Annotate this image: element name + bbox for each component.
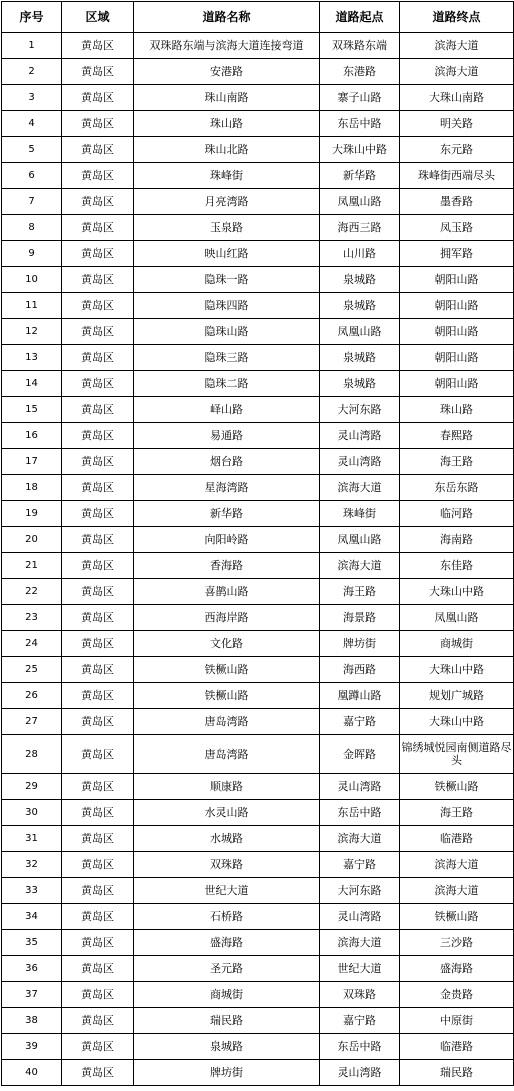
cell-road-name: 珠山南路: [134, 85, 320, 111]
cell-road-name: 牌坊街: [134, 1060, 320, 1086]
cell-index: 2: [2, 59, 62, 85]
cell-district: 黄岛区: [62, 683, 134, 709]
table-row: [2, 956, 514, 982]
cell-road-start: 灵山湾路: [320, 774, 400, 800]
cell-index: 36: [2, 956, 62, 982]
cell-road-name: 隐珠四路: [134, 293, 320, 319]
cell-road-name: 易通路: [134, 423, 320, 449]
cell-road-name: 铁橛山路: [134, 683, 320, 709]
cell-district: 黄岛区: [62, 605, 134, 631]
cell-road-start: 牌坊街: [320, 631, 400, 657]
cell-index: 34: [2, 904, 62, 930]
cell-road-end: 大珠山中路: [400, 579, 514, 605]
cell-district: 黄岛区: [62, 553, 134, 579]
cell-district: 黄岛区: [62, 293, 134, 319]
cell-road-end: 东岳东路: [400, 475, 514, 501]
cell-road-end: 朝阳山路: [400, 293, 514, 319]
cell-district: 黄岛区: [62, 800, 134, 826]
cell-road-start: 海西路: [320, 657, 400, 683]
cell-road-end: 三沙路: [400, 930, 514, 956]
cell-road-name: 顺康路: [134, 774, 320, 800]
cell-district: 黄岛区: [62, 163, 134, 189]
cell-road-end: 临河路: [400, 501, 514, 527]
cell-district: 黄岛区: [62, 826, 134, 852]
cell-district: 黄岛区: [62, 735, 134, 774]
cell-road-name: 峄山路: [134, 397, 320, 423]
cell-district: 黄岛区: [62, 449, 134, 475]
cell-road-name: 珠峰街: [134, 163, 320, 189]
cell-index: 7: [2, 189, 62, 215]
table-row: [2, 878, 514, 904]
cell-road-start: 山川路: [320, 241, 400, 267]
cell-road-name: 烟台路: [134, 449, 320, 475]
cell-district: 黄岛区: [62, 33, 134, 59]
table-row: [2, 527, 514, 553]
cell-index: 39: [2, 1034, 62, 1060]
cell-road-end: 商城街: [400, 631, 514, 657]
cell-district: 黄岛区: [62, 59, 134, 85]
table-row: [2, 163, 514, 189]
table-row: [2, 449, 514, 475]
cell-road-end: 大珠山南路: [400, 85, 514, 111]
table-row: [2, 293, 514, 319]
cell-road-start: 海王路: [320, 579, 400, 605]
table-row: [2, 137, 514, 163]
cell-road-end: 中原街: [400, 1008, 514, 1034]
cell-road-end: 盛海路: [400, 956, 514, 982]
cell-road-end: 朝阳山路: [400, 345, 514, 371]
cell-district: 黄岛区: [62, 982, 134, 1008]
cell-index: 1: [2, 33, 62, 59]
cell-road-end: 临港路: [400, 1034, 514, 1060]
table-row: [2, 111, 514, 137]
cell-district: 黄岛区: [62, 319, 134, 345]
cell-road-end: 大珠山中路: [400, 709, 514, 735]
cell-road-start: 滨海大道: [320, 475, 400, 501]
table-row: [2, 215, 514, 241]
cell-index: 18: [2, 475, 62, 501]
cell-index: 28: [2, 735, 62, 774]
cell-road-end: 珠山路: [400, 397, 514, 423]
cell-road-name: 隐珠山路: [134, 319, 320, 345]
cell-district: 黄岛区: [62, 579, 134, 605]
table-row: [2, 501, 514, 527]
cell-index: 35: [2, 930, 62, 956]
cell-road-end: 海王路: [400, 800, 514, 826]
cell-road-name: 石桥路: [134, 904, 320, 930]
cell-index: 14: [2, 371, 62, 397]
cell-district: 黄岛区: [62, 774, 134, 800]
cell-road-end: 金贵路: [400, 982, 514, 1008]
cell-road-start: 凰蹲山路: [320, 683, 400, 709]
cell-road-start: 泉城路: [320, 345, 400, 371]
table-row: [2, 241, 514, 267]
cell-road-start: 嘉宁路: [320, 709, 400, 735]
cell-road-start: 东岳中路: [320, 1034, 400, 1060]
cell-road-end: 凤凰山路: [400, 605, 514, 631]
cell-index: 21: [2, 553, 62, 579]
table-row: [2, 267, 514, 293]
table-row: [2, 33, 514, 59]
cell-road-end: 铁橛山路: [400, 904, 514, 930]
cell-district: 黄岛区: [62, 423, 134, 449]
cell-road-end: 朝阳山路: [400, 319, 514, 345]
cell-index: 38: [2, 1008, 62, 1034]
cell-index: 17: [2, 449, 62, 475]
cell-road-start: 新华路: [320, 163, 400, 189]
cell-district: 黄岛区: [62, 1060, 134, 1086]
cell-road-start: 灵山湾路: [320, 423, 400, 449]
table-row: [2, 85, 514, 111]
cell-index: 3: [2, 85, 62, 111]
cell-road-end: 海王路: [400, 449, 514, 475]
cell-district: 黄岛区: [62, 241, 134, 267]
cell-district: 黄岛区: [62, 1008, 134, 1034]
cell-road-end: 凤玉路: [400, 215, 514, 241]
cell-road-name: 安港路: [134, 59, 320, 85]
cell-index: 6: [2, 163, 62, 189]
cell-road-start: 大河东路: [320, 397, 400, 423]
cell-road-end: 朝阳山路: [400, 267, 514, 293]
cell-district: 黄岛区: [62, 930, 134, 956]
table-row: [2, 1060, 514, 1086]
cell-district: 黄岛区: [62, 956, 134, 982]
cell-index: 23: [2, 605, 62, 631]
cell-road-start: 滨海大道: [320, 826, 400, 852]
cell-district: 黄岛区: [62, 501, 134, 527]
cell-road-name: 隐珠一路: [134, 267, 320, 293]
cell-road-name: 珠山北路: [134, 137, 320, 163]
cell-road-start: 滨海大道: [320, 553, 400, 579]
cell-road-end: 海南路: [400, 527, 514, 553]
table-row: [2, 579, 514, 605]
cell-index: 16: [2, 423, 62, 449]
cell-road-name: 喜鹊山路: [134, 579, 320, 605]
cell-road-end: 滨海大道: [400, 59, 514, 85]
cell-road-name: 水城路: [134, 826, 320, 852]
cell-road-end: 墨香路: [400, 189, 514, 215]
cell-road-end: 铁橛山路: [400, 774, 514, 800]
cell-index: 15: [2, 397, 62, 423]
cell-index: 24: [2, 631, 62, 657]
cell-district: 黄岛区: [62, 111, 134, 137]
cell-index: 25: [2, 657, 62, 683]
table-row: [2, 59, 514, 85]
cell-road-name: 玉泉路: [134, 215, 320, 241]
cell-road-name: 隐珠三路: [134, 345, 320, 371]
cell-road-start: 灵山湾路: [320, 449, 400, 475]
cell-road-start: 金晖路: [320, 735, 400, 774]
cell-road-name: 圣元路: [134, 956, 320, 982]
cell-district: 黄岛区: [62, 137, 134, 163]
cell-index: 29: [2, 774, 62, 800]
cell-district: 黄岛区: [62, 527, 134, 553]
cell-district: 黄岛区: [62, 1034, 134, 1060]
cell-road-name: 向阳岭路: [134, 527, 320, 553]
cell-road-start: 东岳中路: [320, 800, 400, 826]
table-row: [2, 826, 514, 852]
cell-road-name: 西海岸路: [134, 605, 320, 631]
cell-index: 20: [2, 527, 62, 553]
cell-road-start: 双珠路东端: [320, 33, 400, 59]
table-row: [2, 553, 514, 579]
cell-district: 黄岛区: [62, 215, 134, 241]
header-district: 区域: [62, 2, 134, 33]
cell-district: 黄岛区: [62, 904, 134, 930]
cell-road-start: 双珠路: [320, 982, 400, 1008]
cell-road-name: 星海湾路: [134, 475, 320, 501]
table-row: [2, 657, 514, 683]
cell-district: 黄岛区: [62, 878, 134, 904]
cell-road-name: 盛海路: [134, 930, 320, 956]
cell-index: 8: [2, 215, 62, 241]
cell-road-start: 泉城路: [320, 267, 400, 293]
table-row: [2, 735, 514, 774]
table-row: [2, 631, 514, 657]
header-road-start: 道路起点: [320, 2, 400, 33]
cell-index: 31: [2, 826, 62, 852]
cell-road-end: 东佳路: [400, 553, 514, 579]
cell-road-start: 海景路: [320, 605, 400, 631]
cell-road-start: 泉城路: [320, 293, 400, 319]
cell-district: 黄岛区: [62, 709, 134, 735]
cell-index: 13: [2, 345, 62, 371]
table-row: [2, 397, 514, 423]
cell-district: 黄岛区: [62, 189, 134, 215]
cell-index: 40: [2, 1060, 62, 1086]
header-road-name: 道路名称: [134, 2, 320, 33]
cell-road-start: 寨子山路: [320, 85, 400, 111]
cell-road-name: 商城街: [134, 982, 320, 1008]
cell-index: 4: [2, 111, 62, 137]
cell-road-end: 瑞民路: [400, 1060, 514, 1086]
cell-road-start: 灵山湾路: [320, 904, 400, 930]
cell-road-start: 嘉宁路: [320, 852, 400, 878]
table-row: [2, 1008, 514, 1034]
cell-index: 37: [2, 982, 62, 1008]
cell-road-start: 东岳中路: [320, 111, 400, 137]
cell-index: 27: [2, 709, 62, 735]
cell-road-start: 泉城路: [320, 371, 400, 397]
header-row: [2, 2, 514, 33]
cell-road-start: 嘉宁路: [320, 1008, 400, 1034]
cell-road-name: 泉城路: [134, 1034, 320, 1060]
table-row: [2, 904, 514, 930]
table-row: [2, 189, 514, 215]
table-row: [2, 475, 514, 501]
cell-road-name: 映山红路: [134, 241, 320, 267]
cell-index: 26: [2, 683, 62, 709]
table-row: [2, 774, 514, 800]
table-row: [2, 683, 514, 709]
cell-district: 黄岛区: [62, 345, 134, 371]
cell-road-end: 滨海大道: [400, 852, 514, 878]
cell-road-name: 双珠路: [134, 852, 320, 878]
cell-road-name: 铁橛山路: [134, 657, 320, 683]
cell-index: 10: [2, 267, 62, 293]
cell-district: 黄岛区: [62, 657, 134, 683]
table-row: [2, 319, 514, 345]
cell-road-end: 滨海大道: [400, 878, 514, 904]
cell-road-start: 东港路: [320, 59, 400, 85]
table-row: [2, 709, 514, 735]
cell-road-end: 拥军路: [400, 241, 514, 267]
cell-road-name: 珠山路: [134, 111, 320, 137]
cell-road-name: 月亮湾路: [134, 189, 320, 215]
cell-road-end: 珠峰街西端尽头: [400, 163, 514, 189]
cell-road-name: 文化路: [134, 631, 320, 657]
cell-district: 黄岛区: [62, 85, 134, 111]
cell-road-name: 隐珠二路: [134, 371, 320, 397]
cell-index: 12: [2, 319, 62, 345]
table-row: [2, 800, 514, 826]
cell-road-end: 明关路: [400, 111, 514, 137]
cell-road-name: 唐岛湾路: [134, 709, 320, 735]
table-row: [2, 982, 514, 1008]
cell-index: 33: [2, 878, 62, 904]
table-row: [2, 605, 514, 631]
cell-road-name: 唐岛湾路: [134, 735, 320, 774]
cell-road-start: 凤凰山路: [320, 319, 400, 345]
cell-road-start: 海西三路: [320, 215, 400, 241]
cell-road-end: 朝阳山路: [400, 371, 514, 397]
cell-road-end: 大珠山中路: [400, 657, 514, 683]
cell-road-end: 滨海大道: [400, 33, 514, 59]
cell-district: 黄岛区: [62, 631, 134, 657]
cell-road-name: 世纪大道: [134, 878, 320, 904]
cell-district: 黄岛区: [62, 371, 134, 397]
cell-road-start: 大珠山中路: [320, 137, 400, 163]
cell-district: 黄岛区: [62, 852, 134, 878]
table-row: [2, 345, 514, 371]
cell-district: 黄岛区: [62, 475, 134, 501]
cell-index: 11: [2, 293, 62, 319]
header-road-end: 道路终点: [400, 2, 514, 33]
table-row: [2, 371, 514, 397]
cell-road-end: 春熙路: [400, 423, 514, 449]
cell-index: 22: [2, 579, 62, 605]
cell-road-start: 灵山湾路: [320, 1060, 400, 1086]
cell-road-name: 新华路: [134, 501, 320, 527]
cell-road-end: 锦绣城悦园南侧道路尽头: [400, 735, 514, 774]
cell-road-start: 世纪大道: [320, 956, 400, 982]
table-row: [2, 1034, 514, 1060]
cell-road-start: 滨海大道: [320, 930, 400, 956]
table-row: [2, 423, 514, 449]
table-row: [2, 930, 514, 956]
cell-road-start: 大河东路: [320, 878, 400, 904]
cell-index: 5: [2, 137, 62, 163]
cell-road-name: 水灵山路: [134, 800, 320, 826]
header-index: 序号: [2, 2, 62, 33]
cell-index: 30: [2, 800, 62, 826]
cell-road-start: 凤凰山路: [320, 189, 400, 215]
table-row: [2, 852, 514, 878]
cell-road-name: 瑞民路: [134, 1008, 320, 1034]
cell-index: 32: [2, 852, 62, 878]
cell-index: 19: [2, 501, 62, 527]
cell-road-start: 凤凰山路: [320, 527, 400, 553]
cell-road-end: 规划广城路: [400, 683, 514, 709]
cell-road-name: 香海路: [134, 553, 320, 579]
cell-road-end: 东元路: [400, 137, 514, 163]
cell-index: 9: [2, 241, 62, 267]
cell-road-end: 临港路: [400, 826, 514, 852]
cell-district: 黄岛区: [62, 267, 134, 293]
cell-road-start: 珠峰街: [320, 501, 400, 527]
cell-district: 黄岛区: [62, 397, 134, 423]
cell-road-name: 双珠路东端与滨海大道连接弯道: [134, 33, 320, 59]
road-table: [1, 1, 514, 1086]
